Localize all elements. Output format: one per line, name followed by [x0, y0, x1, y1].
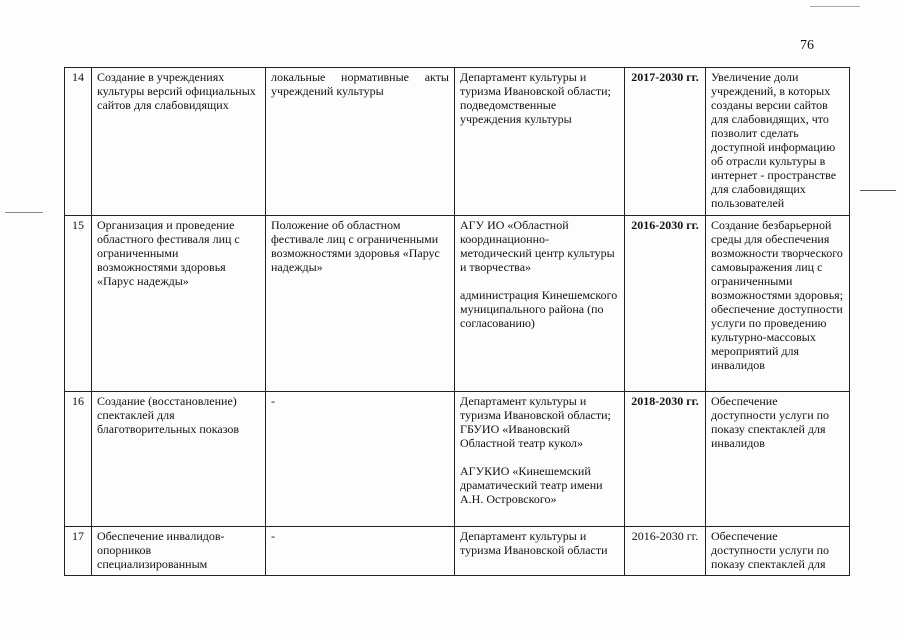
executor-extra-text: АГУКИО «Кинешемский драматический театр имени А.Н. Островского»: [460, 464, 603, 506]
executor-text: Департамент культуры и туризма Ивановской области; ГБУИО «Ивановский Областной театр кукол»: [460, 394, 611, 450]
measures-table: [64, 67, 850, 576]
scan-artifact-line: [810, 6, 860, 7]
measure-term: 2016-2030 гг.: [625, 216, 706, 392]
measure-result: Обеспечение доступности услуги по показу спектаклей для: [706, 527, 850, 576]
measure-name: Организация и проведение областного фестиваля лиц с ограниченными возможностями здоровья «Парус надежды»: [92, 216, 266, 392]
row-number: 17: [65, 527, 92, 576]
row-number: 14: [65, 68, 92, 216]
executor-text: Департамент культуры и туризма Ивановской области: [460, 529, 608, 557]
scan-artifact-line: [860, 190, 896, 191]
executor-extra-text: администрация Кинешемского муниципального района (по согласованию): [460, 288, 618, 330]
measure-term: 2017-2030 гг.: [625, 68, 706, 216]
measure-name: Создание (восстановление) спектаклей для благотворительных показов: [92, 392, 266, 527]
measure-term: 2018-2030 гг.: [625, 392, 706, 527]
page-number: 76: [800, 38, 814, 53]
measure-executor: [455, 527, 625, 576]
measure-document: Положение об областном фестивале лиц с ограниченными возможностями здоровья «Парус надежды»: [266, 216, 455, 392]
measure-name: Обеспечение инвалидов-опорников специализированным: [92, 527, 266, 576]
measure-result: Увеличение доли учреждений, в которых созданы версии сайтов для слабовидящих, что позволит сделать доступной информацию об отрасли культуры в интернет - пространстве для слабовидящих пользователей: [706, 68, 850, 216]
measure-result: Создание безбарьерной среды для обеспечения возможности творческого самовыражения лиц с ограниченными возможностями здоровья; обеспечение доступности услуги по проведению культурно-массовых мероприятий для инвалидов: [706, 216, 850, 392]
table-row: [65, 392, 850, 527]
measure-executor: [455, 392, 625, 527]
executor-text: Департамент культуры и туризма Ивановской области; подведомственные учреждения культуры: [460, 70, 611, 126]
executor-text: АГУ ИО «Областной координационно-методический центр культуры и творчества»: [460, 218, 615, 274]
scan-artifact-line: [5, 212, 43, 213]
measure-term: 2016-2030 гг.: [625, 527, 706, 576]
row-number: 16: [65, 392, 92, 527]
row-number: 15: [65, 216, 92, 392]
measure-result: Обеспечение доступности услуги по показу спектаклей для инвалидов: [706, 392, 850, 527]
measure-executor: [455, 68, 625, 216]
table-row: [65, 68, 850, 216]
measure-name: Создание в учреждениях культуры версий официальных сайтов для слабовидящих: [92, 68, 266, 216]
measure-executor: [455, 216, 625, 392]
table-row: [65, 527, 850, 576]
measure-document: локальные нормативные акты учреждений культуры: [266, 68, 455, 216]
table-row: [65, 216, 850, 392]
measure-document: -: [266, 527, 455, 576]
measure-document: -: [266, 392, 455, 527]
